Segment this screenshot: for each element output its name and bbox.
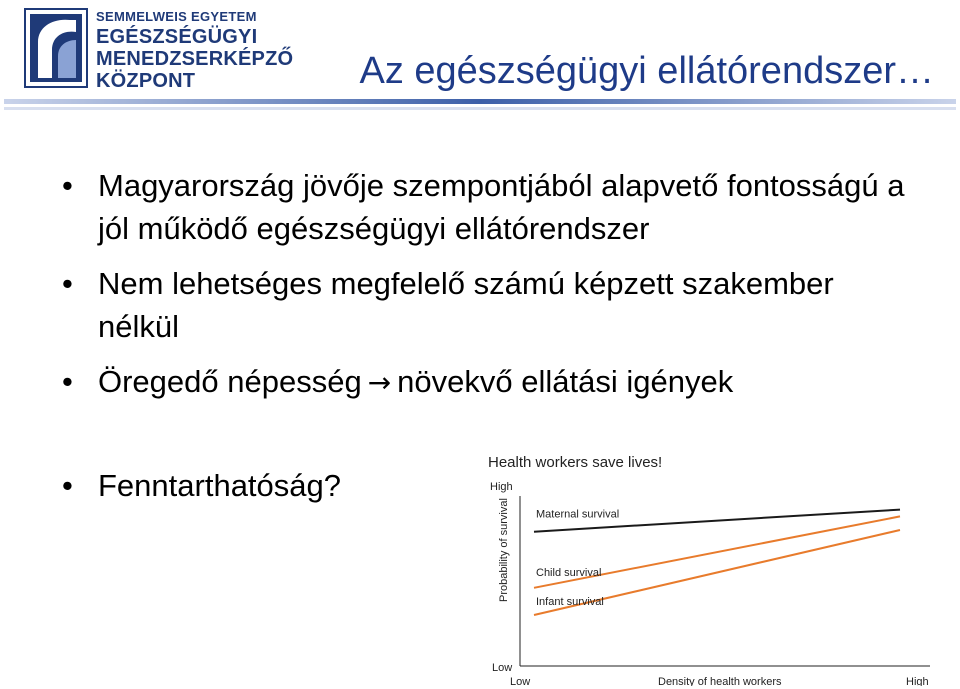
logo-line-1: SEMMELWEIS EGYETEM [96, 9, 257, 24]
y-tick-low: Low [492, 662, 513, 674]
chart-title: Health workers save lives! [488, 454, 663, 471]
bullet-3-left: Öregedő népesség [98, 364, 362, 399]
logo [24, 8, 88, 93]
y-tick-high: High [490, 481, 513, 493]
title-divider [4, 96, 956, 114]
x-tick-low: Low [510, 676, 531, 686]
logo-line-3: MENEDZSERKÉPZŐ [96, 48, 294, 70]
arrow-right-icon: → [367, 366, 392, 399]
series-label-maternal-survival: Maternal survival [536, 508, 620, 521]
bullet-item: • Magyarország jövője szempontjából alapvető fontosságú a jól működő egészségügyi ellátórendszer [62, 164, 922, 250]
health-workers-chart [478, 446, 948, 686]
series-label-infant-survival: Infant survival [536, 596, 604, 608]
x-tick-high: High [906, 676, 929, 686]
bullet-item [62, 360, 922, 404]
y-axis-label: Probability of survival [498, 498, 510, 602]
bullet-item: • Fenntarthatóság? [62, 464, 922, 507]
slide-title: Az egészségügyi ellátórendszer… [359, 50, 934, 92]
logo-text [96, 10, 293, 91]
logo-emblem-icon [24, 8, 88, 88]
logo-line-2: EGÉSZSÉGÜGYI [96, 26, 258, 48]
series-label-child-survival: Child survival [536, 566, 602, 579]
bullet-3-right: növekvő ellátási igények [397, 364, 734, 399]
logo-line-4: KÖZPONT [96, 70, 196, 92]
x-axis-label: Density of health workers [658, 676, 782, 686]
bullet-item: • Nem lehetséges megfelelő számú képzett szakember nélkül [62, 262, 922, 348]
